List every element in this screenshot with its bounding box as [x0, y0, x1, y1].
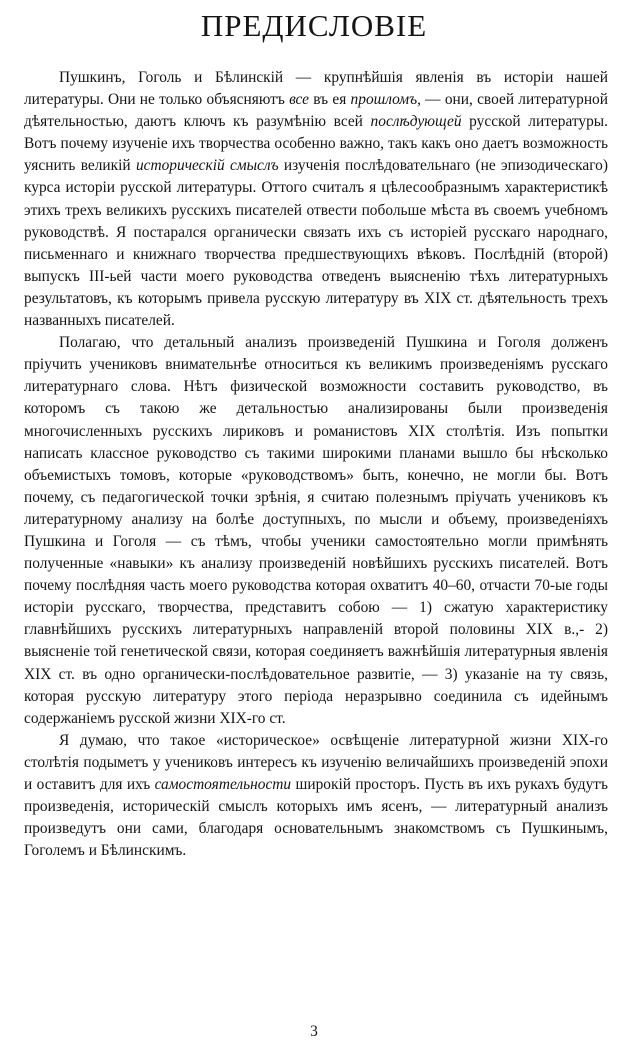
text-run: Пушкинъ, Гоголь и Бѣлинскiй — крупнѣйшiя явленiя въ исторiи нашей литературы. Они не только объясняютъ	[24, 69, 608, 109]
text-run: Полагаю, что детальный анализъ произведенiй Пушкина и Гоголя долженъ прiучить учениковъ внимательнѣе относиться къ великимъ произведенiямъ русскаго литературнаго слова. Нѣтъ физической возможности составить руководство, въ которомъ съ такою же детальностью анализированы были произведенiя многочисленныхъ русскихъ лириковъ и романистовъ XIX столѣтiя. Изъ попытки написать классное руководство съ такими широкими планами вышло бы нѣсколько объемистыхъ томовъ, которые «руководствомъ» быть, конечно, не могли бы. Вотъ почему, съ педагогической точки зрѣнiя, я считаю полезнымъ прiучать учениковъ къ литературному анализу на болѣе доступныхъ, по мысли и объему, произведенiяхъ Пушкина и Гоголя — съ тѣмъ, чтобы ученики самостоятельно могли примѣнять полученные «навыки» къ анализу произведенiй новѣйшихъ русскихъ писателей. Вотъ почему послѣдняя часть моего руководства которая охватитъ 40–60, отчасти 70-ые годы исторiи русскаго, творчества, представитъ собою — 1) сжатую характеристику главнѣйшихъ русскихъ литературныхъ направленiй второй половины XIX в.,- 2) выясненiе той генетической связи, которая соединяетъ важнѣйшiя литературныя явленiя XIX ст. въ одно органически-послѣдовательное развитiе, — 3) указанiе на ту связь, которая русскую литературу этого перiода неразрывно соединила съ идейнымъ содержанiемъ русской жизни XIX-го ст.	[24, 334, 608, 727]
text-run: Я думаю, что такое «историческое» освѣщенiе литературной жизни XIX-го столѣтiя подыметъ у учениковъ интересъ къ изученiю величайшихъ произведенiй эпохи и оставитъ для ихъ	[24, 731, 608, 793]
text-run: русской литературы. Вотъ почему изученiе ихъ творчества особенно важно, такъ какъ оно даетъ возможность уяснить великiй	[24, 113, 608, 175]
text-run: изученiя послѣдовательнаго (не эпизодическаго) курса исторiи русской литературы. Оттого считалъ я цѣлесообразнымъ характеристикѣ этихъ трехъ великихъ русскихъ писателей отвести побольше мѣста въ своемъ учебномъ руководствѣ. Я постарался органически связать ихъ съ исторiей русскаго народнаго, письменнаго и книжнаго творчества предшествующихъ вѣковъ. Послѣднiй (второй) выпускъ III-ьей части моего руководства отведенъ выясненiю тѣхъ литературныхъ результатовъ, къ которымъ привела русскую литературу въ XIX ст. дѣятельность трехъ названныхъ писателей.	[24, 157, 608, 330]
italic-run: послѣдующей	[370, 113, 462, 131]
text-run: въ ея	[309, 91, 351, 109]
preface-body	[24, 67, 608, 862]
text-run: широкiй просторъ. Пусть въ ихъ рукахъ будутъ произведенiя, историческiй смыслъ которыхъ имъ ясенъ, — литературный анализъ произведутъ они сами, благодаря основательнымъ знакомствомъ съ Пушкинымъ, Гоголемъ и Бѣлинскимъ.	[24, 776, 608, 860]
paragraph-1	[24, 67, 608, 332]
italic-run: прошломъ,	[350, 91, 421, 109]
italic-run: самостоятельности	[154, 776, 292, 793]
page-number: 3	[310, 1023, 318, 1040]
italic-run: историческiй смыслъ	[135, 157, 279, 175]
page-title: ПРЕДИСЛОВIЕ	[200, 8, 428, 43]
italic-run: все	[289, 91, 310, 109]
paragraph-3	[24, 730, 608, 863]
text-run: — они, своей литературной дѣятельностью, даютъ ключъ къ разумѣнiю всей	[24, 91, 608, 131]
paragraph-2	[24, 332, 608, 730]
